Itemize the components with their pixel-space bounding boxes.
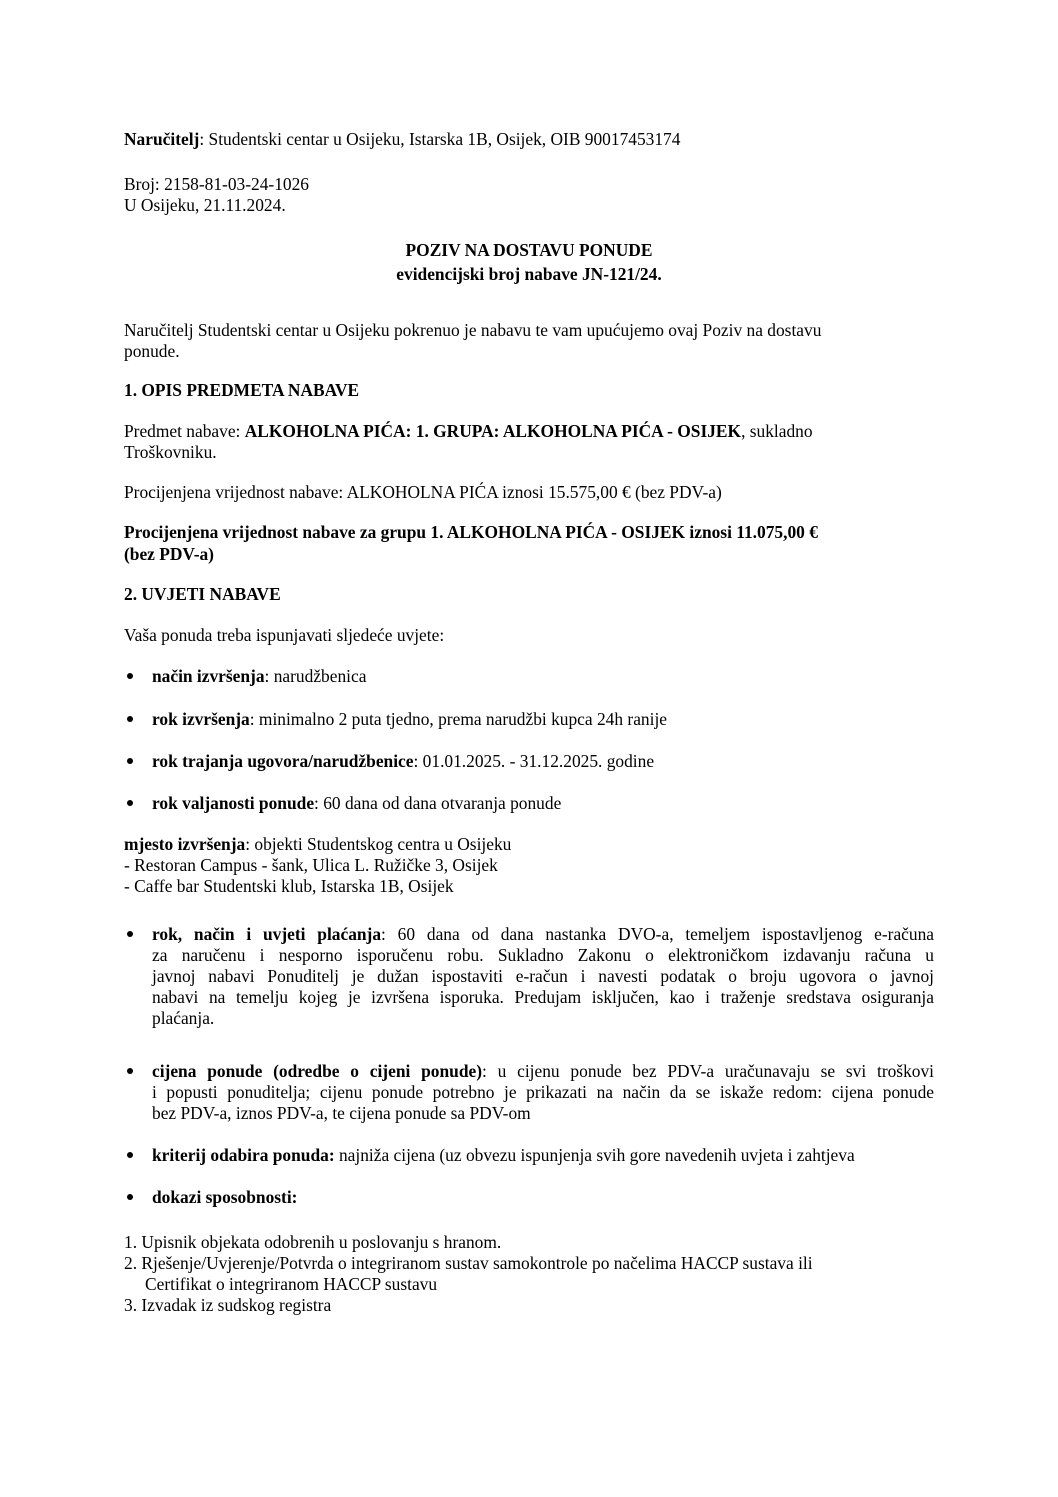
bullet-text: : 01.01.2025. - 31.12.2025. godine bbox=[413, 751, 655, 771]
bullet-rok-izvrsenja bbox=[152, 709, 667, 730]
broj-line: Broj: 2158-81-03-24-1026 bbox=[124, 174, 309, 194]
predmet-bold: ALKOHOLNA PIĆA: 1. GRUPA: ALKOHOLNA PIĆA - OSIJEK bbox=[244, 421, 742, 441]
cijena-line-1 bbox=[152, 1061, 934, 1082]
mjesto-izvrsenja-line-2: - Restoran Campus - šank, Ulica L. Ružičke 3, Osijek bbox=[124, 855, 498, 875]
bullet-dot bbox=[127, 716, 133, 722]
bullet-dot bbox=[127, 673, 133, 679]
kriterij-text: najniža cijena (uz obvezu ispunjenja svih gore navedenih uvjeta i zahtjeva bbox=[334, 1145, 855, 1165]
bullet-dot bbox=[127, 1068, 133, 1074]
bullet-dot bbox=[127, 800, 133, 806]
placanje-line-5: plaćanja. bbox=[152, 1008, 215, 1028]
bullet-dot bbox=[127, 758, 133, 764]
placanje-line-2: za naručenu i nesporno isporučenu robu. Sukladno Zakonu o elektroničkom izdavanju računa u bbox=[152, 945, 934, 965]
bullet-label: rok izvršenja bbox=[152, 709, 250, 729]
mjesto-izvrsenja-line-1 bbox=[124, 834, 511, 855]
narucitelj-text: : Studentski centar u Osijeku, Istarska 1B, Osijek, OIB 90017453174 bbox=[199, 129, 681, 149]
document-title: POZIV NA DOSTAVU PONUDE bbox=[405, 240, 653, 260]
dokazi-item-2: 2. Rješenje/Uvjerenje/Potvrda o integriranom sustav samokontrole po načelima HACCP sustava ili bbox=[124, 1253, 813, 1273]
bullet-text: : minimalno 2 puta tjedno, prema narudžbi kupca 24h ranije bbox=[249, 709, 667, 729]
placanje-label: rok, način i uvjeti plaćanja bbox=[152, 924, 382, 944]
section-1-heading: 1. OPIS PREDMETA NABAVE bbox=[124, 380, 360, 400]
dokazi-item-3: 3. Izvadak iz sudskog registra bbox=[124, 1295, 332, 1315]
narucitelj-line bbox=[124, 129, 680, 150]
document-subtitle: evidencijski broj nabave JN-121/24. bbox=[396, 264, 662, 284]
bullet-dot bbox=[127, 1152, 133, 1158]
section-2-heading: 2. UVJETI NABAVE bbox=[124, 584, 281, 604]
bullet-label: način izvršenja bbox=[152, 666, 265, 686]
placanje-line-1 bbox=[152, 924, 934, 945]
placanje-line-4: nabavi na temelju kojeg je izvršena isporuka. Predujam isključen, kao i traženje sredstava osiguranja bbox=[152, 987, 934, 1007]
bullet-dot bbox=[127, 1194, 133, 1200]
bullet-rok-trajanja bbox=[152, 751, 654, 772]
mjesto-izvrsenja-line-3: - Caffe bar Studentski klub, Istarska 1B, Osijek bbox=[124, 876, 454, 896]
kriterij-line bbox=[152, 1145, 855, 1166]
placanje-line-3: javnoj nabavi Ponuditelj je dužan ispostaviti e-račun i navesti podatak o broju ugovora o javnoj bbox=[152, 966, 934, 986]
predmet-suffix: , sukladno bbox=[741, 421, 813, 441]
procjena-line: Procijenjena vrijednost nabave: ALKOHOLNA PIĆA iznosi 15.575,00 € (bez PDV-a) bbox=[124, 482, 722, 502]
cijena-line-2: i popusti ponuditelja; cijenu ponude potrebno je prikazati na način da se iskaže redom: cijena ponude bbox=[152, 1082, 934, 1102]
bullet-dot bbox=[127, 931, 133, 937]
mjesto-datum-line: U Osijeku, 21.11.2024. bbox=[124, 195, 286, 215]
placanje-text: : 60 dana od dana nastanka DVO-a, temeljem ispostavljenog e-računa bbox=[381, 924, 934, 944]
predmet-prefix: Predmet nabave: bbox=[124, 421, 245, 441]
cijena-line-3: bez PDV-a, iznos PDV-a, te cijena ponude sa PDV-om bbox=[152, 1103, 531, 1123]
intro-line-2: ponude. bbox=[124, 341, 180, 361]
intro-line-1: Naručitelj Studentski centar u Osijeku pokrenuo je nabavu te vam upućujemo ovaj Poziv na dostavu bbox=[124, 320, 822, 340]
bullet-text: : narudžbenica bbox=[264, 666, 367, 686]
dokazi-item-1: 1. Upisnik objekata odobrenih u poslovanju s hranom. bbox=[124, 1232, 502, 1252]
bullet-nacin-izvrsenja bbox=[152, 666, 366, 687]
bullet-label: rok valjanosti ponude bbox=[152, 793, 315, 813]
bullet-text: : 60 dana od dana otvaranja ponude bbox=[314, 793, 562, 813]
bullet-rok-valjanosti bbox=[152, 793, 561, 814]
cijena-text: : u cijenu ponude bez PDV-a uračunavaju se svi troškovi bbox=[482, 1061, 934, 1081]
predmet-line-2: Troškovniku. bbox=[124, 442, 217, 462]
dokazi-heading: dokazi sposobnosti: bbox=[152, 1187, 298, 1207]
uvjeti-intro: Vaša ponuda treba ispunjavati sljedeće uvjete: bbox=[124, 625, 445, 645]
mjesto-label: mjesto izvršenja bbox=[124, 834, 246, 854]
bullet-label: rok trajanja ugovora/narudžbenice bbox=[152, 751, 414, 771]
dokazi-item-2-cont: Certifikat o integriranom HACCP sustavu bbox=[145, 1274, 438, 1294]
cijena-label: cijena ponude (odredbe o cijeni ponude) bbox=[152, 1061, 483, 1081]
procjena-grupa-line-1: Procijenjena vrijednost nabave za grupu 1. ALKOHOLNA PIĆA - OSIJEK iznosi 11.075,00 € bbox=[124, 522, 818, 542]
procjena-grupa-line-2: (bez PDV-a) bbox=[124, 544, 214, 564]
mjesto-text: : objekti Studentskog centra u Osijeku bbox=[245, 834, 512, 854]
predmet-line-1 bbox=[124, 421, 813, 442]
kriterij-label: kriterij odabira ponuda: bbox=[152, 1145, 335, 1165]
narucitelj-label: Naručitelj bbox=[124, 129, 200, 149]
